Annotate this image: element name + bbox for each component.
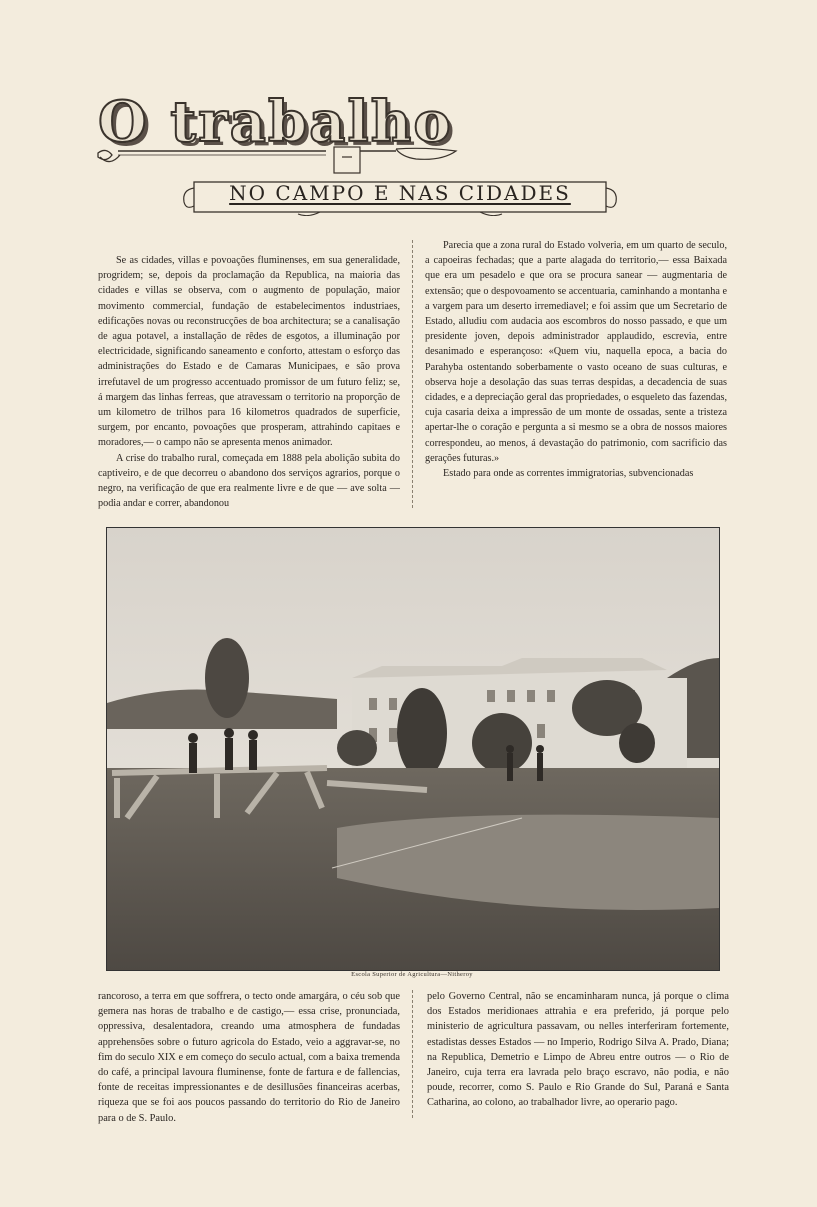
paragraph: rancoroso, a terra em que soffrera, o tecto onde amargára, o céu sob que gemera nas horas de trabalho e de castigo,— essa crise, pronunciada, oppressiva, desalentadora, creando uma atmosphera de fundadas apprehensões sobre o futuro agricola do Estado, veio a aggravar-se, no fim do seculo XIX e em começo do seculo actual, com a baixa tremenda do café, a principal lavoura fluminense, fonte de fartura e de fallencias, fonte de receitas impressionantes e de desillusões financeiras acerbas, riqueza que se foi aos poucos passando do territorio do Rio de Janeiro para o de S. Paulo. (98, 991, 400, 1124)
photograph-agricultural-school (106, 527, 720, 971)
photo-caption: Escola Superior de Agricultura—Nitheroy (351, 971, 473, 978)
article-column-top-left (98, 253, 400, 511)
article-column-bottom-left (98, 989, 400, 1126)
article-column-bottom-right (427, 989, 729, 1111)
page-title: O trabalho (98, 89, 453, 155)
paragraph: pelo Governo Central, não se encaminharam nunca, já porque o clima dos Estados meridionaes attrahia e era preferido, já porque pelo ministerio de agricultura passavam, ou nelles interferiram fortemente, estadistas desses Estados — no Imperio, Rodrigo Silva A. Prado, Diana; na Republica, Demetrio e Limpo de Abreu entre outros — o Rio de Janeiro, cuja terra era lavrada pelo braço escravo, não podia, e não poude, recorrer, como S. Paulo e Rio Grande do Sul, Paraná e Santa Catharina, ao colono, ao trabalhador livre, ao operario pago. (427, 991, 729, 1109)
column-divider (412, 240, 413, 508)
paragraph: Estado para onde as correntes immigratorias, subvencionadas (443, 468, 694, 480)
ornamental-rule (96, 145, 468, 175)
column-divider (412, 990, 413, 1118)
paragraph: Se as cidades, villas e povoações fluminenses, em sua generalidade, progridem; se, depois da proclamação da Republica, na maioria das cidades e villas se observa, com o augmento de população, maior movimento commercial, fundação de estabelecimentos industriaes, edificações novas ou reconstrucções de boa architectura; se a canalisação de agua potavel, a installação de rêdes de esgotos, a illuminação por electricidade, significando saneamento e conforto, attestam o esforço das administrações do Estado e de Camaras Municipaes, e são prova irrefutavel de um progresso accentuado promissor de um futuro feliz; se, á margem das linhas ferreas, que atravessam o territorio na proporção de um kilometro de trilhos para 16 kilometros quadrados de superficie, surgem, por encanto, povoações que prosperam, attrahindo capitaes e moradores,— o campo não se apresenta menos animador. (98, 255, 400, 449)
paragraph: A crise do trabalho rural, começada em 1888 pela abolição subita do captiveiro, e de que decorreu o abandono dos serviços agrarios, porque o negro, na verificação de que era realmente livre e de que — ave solta — podia andar e correr, abandonou (98, 452, 400, 510)
subtitle: NO CAMPO E NAS CIDADES (229, 181, 571, 205)
article-column-top-right (425, 238, 727, 481)
paragraph: Parecia que a zona rural do Estado volveria, em um quarto de seculo, a capoeiras fechadas; que a parte alagada do territorio,— essa Baixada que era um pesadelo e que ora se procura sanear — augmentaria de extensão; que o despovoamento se accentuaria, caminhando a montanha e a vargem para um deserto irremediavel; e foi assim que um Secretario de Estado, alludiu com audacia aos escombros do nosso passado, e que um presidente joven, depois administrador applaudido, escrevia, entre desanimado e esperançoso: «Quem viu, naquella epoca, a bacia do Parahyba ostentando soberbamente o vasto oceano de suas culturas, e observa hoje a desolação das suas terras despidas, a decadencia de suas cidades, e a depreciação geral das propriedades, o esqueleto das fazendas, cuja casaria deixa a impressão de um monte de ossadas, sente a tristeza apertar-lhe o coração e pergunta a si mesmo se a obra de nossos maiores correspondeu, ao menos, á devastação do patrimonio, com sacrificio das gerações futuras.» (425, 240, 727, 464)
